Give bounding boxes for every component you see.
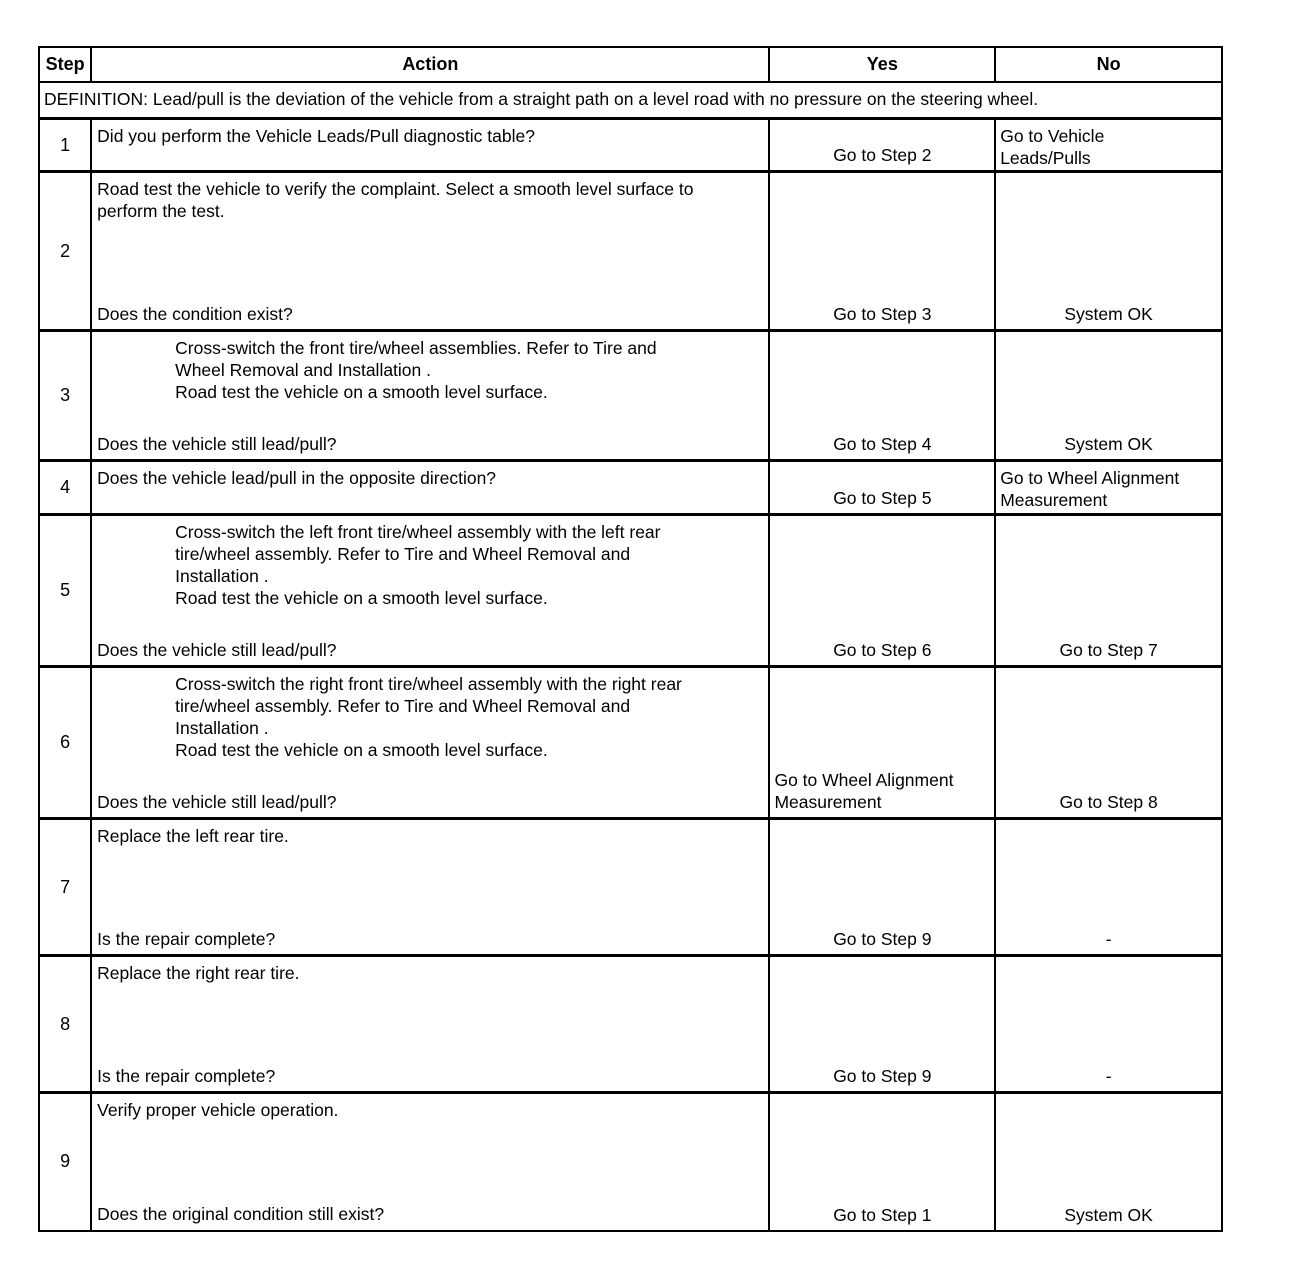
no-result: Go to Step 8 bbox=[1059, 792, 1158, 812]
yes-result: Go to Step 9 bbox=[833, 1066, 932, 1086]
yes-result: Go to Step 9 bbox=[833, 929, 932, 949]
table-row bbox=[39, 956, 1222, 1093]
yes-cell bbox=[769, 515, 995, 667]
no-result: Go to Step 7 bbox=[1059, 640, 1158, 660]
yes-result-line: Measurement bbox=[774, 792, 882, 812]
no-result-line: Go to Wheel Alignment bbox=[1000, 468, 1180, 488]
header-yes: Yes bbox=[769, 47, 995, 82]
action-line: tire/wheel assembly. Refer to Tire and Wheel Removal and bbox=[175, 544, 631, 564]
yes-result: Go to Step 6 bbox=[833, 640, 932, 660]
table-row bbox=[39, 331, 1222, 461]
action-cell bbox=[91, 819, 769, 956]
action-question: Does the vehicle still lead/pull? bbox=[97, 792, 337, 812]
action-line: Cross-switch the right front tire/wheel assembly with the right rear bbox=[175, 674, 682, 694]
table-row bbox=[39, 1093, 1222, 1231]
table-row bbox=[39, 119, 1222, 172]
header-row bbox=[39, 47, 1222, 82]
action-line: Road test the vehicle on a smooth level surface. bbox=[175, 382, 548, 402]
yes-cell bbox=[769, 461, 995, 515]
action-line: Does the vehicle lead/pull in the opposite direction? bbox=[97, 468, 497, 488]
table-row bbox=[39, 172, 1222, 331]
action-cell bbox=[91, 667, 769, 819]
no-cell bbox=[995, 119, 1222, 172]
action-line: Cross-switch the left front tire/wheel assembly with the left rear bbox=[175, 522, 661, 542]
no-cell bbox=[995, 461, 1222, 515]
yes-result-line: Go to Wheel Alignment bbox=[774, 770, 954, 790]
step-number: 1 bbox=[39, 119, 91, 172]
action-instructions bbox=[97, 825, 763, 847]
action-cell bbox=[91, 1093, 769, 1231]
action-instructions bbox=[97, 1099, 763, 1121]
action-question: Is the repair complete? bbox=[97, 929, 276, 949]
action-instructions bbox=[97, 962, 763, 984]
no-result: System OK bbox=[1064, 1204, 1153, 1225]
action-cell bbox=[91, 461, 769, 515]
step-number: 8 bbox=[39, 956, 91, 1093]
yes-result bbox=[774, 769, 953, 813]
yes-result: Go to Step 4 bbox=[833, 434, 932, 454]
yes-cell bbox=[769, 331, 995, 461]
no-result-line: Measurement bbox=[1000, 490, 1108, 510]
header-action: Action bbox=[91, 47, 769, 82]
action-line: Wheel Removal and Installation . bbox=[175, 360, 431, 380]
table-row bbox=[39, 667, 1222, 819]
no-result-line: Leads/Pulls bbox=[1000, 148, 1091, 168]
yes-cell bbox=[769, 172, 995, 331]
no-cell bbox=[995, 956, 1222, 1093]
yes-cell bbox=[769, 956, 995, 1093]
step-number: 3 bbox=[39, 331, 91, 461]
action-line: Road test the vehicle to verify the complaint. Select a smooth level surface to bbox=[97, 179, 694, 199]
step-number: 5 bbox=[39, 515, 91, 667]
step-number: 7 bbox=[39, 819, 91, 956]
action-instructions bbox=[97, 178, 763, 222]
no-result-line: Go to Vehicle bbox=[1000, 126, 1105, 146]
no-result: System OK bbox=[1064, 304, 1153, 324]
no-cell bbox=[995, 331, 1222, 461]
action-cell bbox=[91, 515, 769, 667]
yes-result: Go to Step 3 bbox=[833, 304, 932, 324]
action-line: Replace the right rear tire. bbox=[97, 963, 300, 983]
step-number: 2 bbox=[39, 172, 91, 331]
action-question: Is the repair complete? bbox=[97, 1066, 276, 1086]
action-line: tire/wheel assembly. Refer to Tire and Wheel Removal and bbox=[175, 696, 631, 716]
no-result: - bbox=[1105, 929, 1112, 949]
yes-result: Go to Step 5 bbox=[833, 488, 932, 508]
action-cell bbox=[91, 119, 769, 172]
action-cell bbox=[91, 172, 769, 331]
action-instructions bbox=[97, 125, 763, 147]
no-result: - bbox=[1105, 1066, 1112, 1086]
header-no: No bbox=[995, 47, 1222, 82]
no-cell bbox=[995, 515, 1222, 667]
action-question: Does the vehicle still lead/pull? bbox=[97, 434, 337, 454]
no-cell bbox=[995, 1093, 1222, 1231]
yes-cell bbox=[769, 819, 995, 956]
step-number: 4 bbox=[39, 461, 91, 515]
yes-result: Go to Step 2 bbox=[833, 145, 932, 165]
diagnostic-table bbox=[38, 46, 1223, 1232]
header-step: Step bbox=[39, 47, 91, 82]
action-question: Does the original condition still exist? bbox=[97, 1204, 385, 1224]
action-line: Replace the left rear tire. bbox=[97, 826, 289, 846]
no-result bbox=[1000, 125, 1104, 169]
action-line: Verify proper vehicle operation. bbox=[97, 1100, 339, 1120]
table-row bbox=[39, 461, 1222, 515]
action-line: Did you perform the Vehicle Leads/Pull diagnostic table? bbox=[97, 126, 535, 146]
action-cell bbox=[91, 331, 769, 461]
definition-text: DEFINITION: Lead/pull is the deviation of the vehicle from a straight path on a level road with no pressure on the steering wheel. bbox=[39, 82, 1222, 119]
action-instructions bbox=[175, 673, 763, 761]
yes-cell bbox=[769, 1093, 995, 1231]
table-row bbox=[39, 515, 1222, 667]
table-row bbox=[39, 819, 1222, 956]
action-line: Installation . bbox=[175, 566, 269, 586]
action-line: Cross-switch the front tire/wheel assemblies. Refer to Tire and bbox=[175, 338, 657, 358]
definition-row bbox=[39, 82, 1222, 119]
no-result bbox=[1000, 467, 1179, 511]
action-instructions bbox=[97, 467, 763, 489]
action-question: Does the vehicle still lead/pull? bbox=[97, 640, 337, 660]
no-cell bbox=[995, 667, 1222, 819]
action-instructions bbox=[175, 521, 763, 609]
action-question: Does the condition exist? bbox=[97, 304, 293, 324]
no-result: System OK bbox=[1064, 434, 1153, 454]
step-number: 9 bbox=[39, 1093, 91, 1231]
no-cell bbox=[995, 172, 1222, 331]
yes-cell bbox=[769, 119, 995, 172]
no-cell bbox=[995, 819, 1222, 956]
yes-cell bbox=[769, 667, 995, 819]
action-line: Installation . bbox=[175, 718, 269, 738]
action-line: perform the test. bbox=[97, 201, 225, 221]
action-line: Road test the vehicle on a smooth level surface. bbox=[175, 740, 548, 760]
action-line: Road test the vehicle on a smooth level surface. bbox=[175, 588, 548, 608]
action-instructions bbox=[175, 337, 763, 403]
step-number: 6 bbox=[39, 667, 91, 819]
action-cell bbox=[91, 956, 769, 1093]
yes-result: Go to Step 1 bbox=[833, 1204, 932, 1225]
